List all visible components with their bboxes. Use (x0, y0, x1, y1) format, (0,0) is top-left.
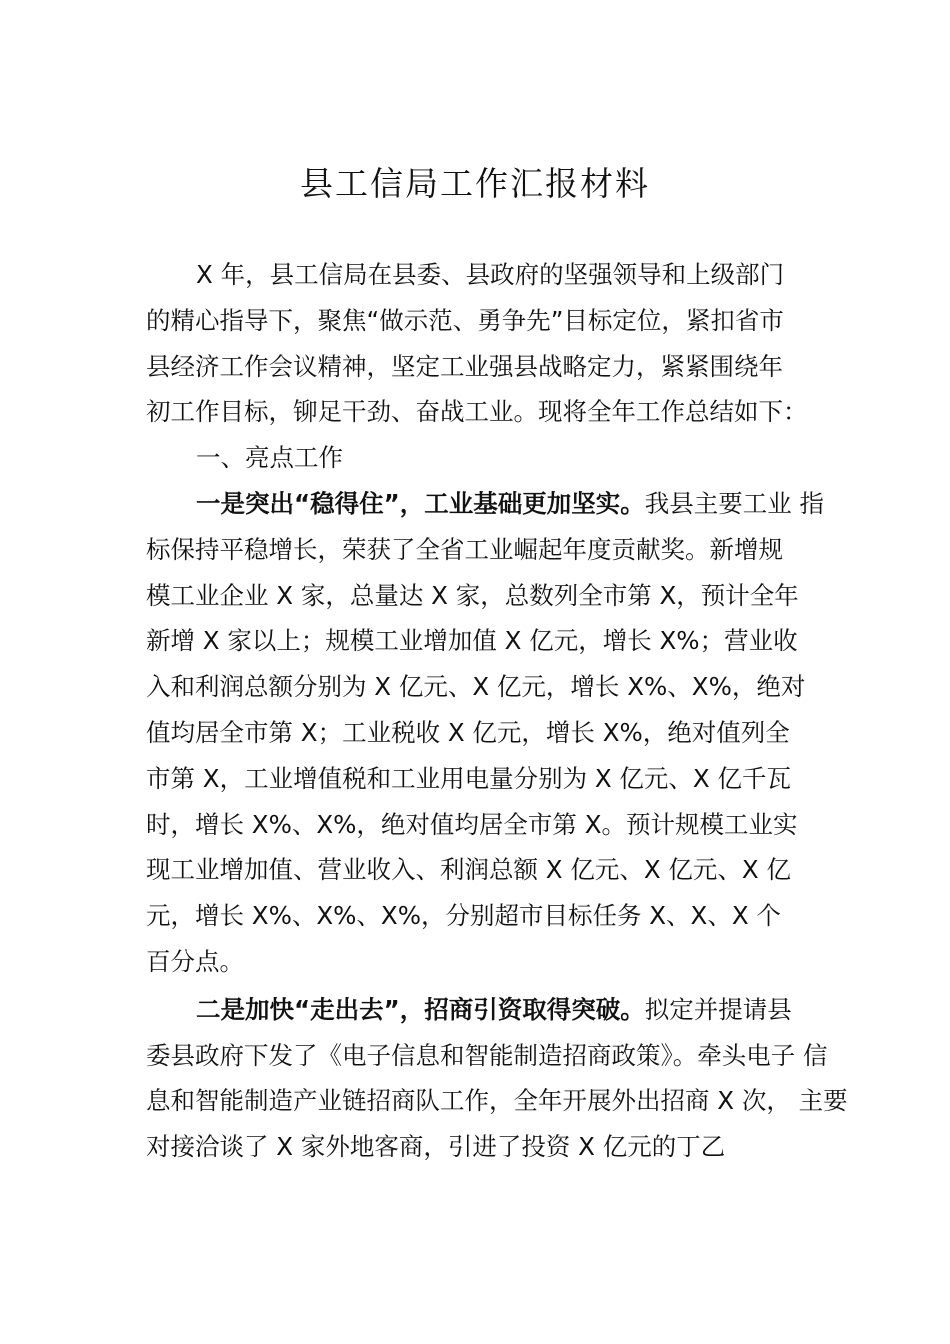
paragraph-line (146, 618, 836, 664)
paragraph-line (146, 252, 836, 298)
bold-lead: 一是突出“稳得住”，工业基础更加坚实。 (196, 488, 645, 518)
paragraph-line (146, 756, 836, 802)
line-text: 入和利润总额分别为 X 亿元、X 亿元，增长 X%、X%，绝对 (146, 672, 806, 702)
paragraph-line (146, 939, 836, 985)
paragraph-line (146, 893, 836, 939)
paragraph-line (146, 527, 836, 573)
line-text: 拟定并提请县 (644, 994, 792, 1024)
line-text: 对接洽谈了 X 家外地客商，引进了投资 X 亿元的丁乙 (146, 1132, 726, 1162)
bold-lead: 二是加快“走出去”，招商引资取得突破。 (196, 994, 645, 1024)
line-text: 新增 X 家以上；规模工业增加值 X 亿元，增长 X%；营业收 (146, 626, 798, 656)
paragraph-line (146, 389, 836, 435)
paragraph-line (146, 1033, 836, 1079)
document-title: 县工信局工作汇报材料 (300, 164, 650, 203)
line-text: 我县主要工业 指 (644, 488, 824, 518)
line-text: 元，增长 X%、X%、X%，分别超市目标任务 X、X、X 个 (146, 901, 781, 931)
line-text: 时，增长 X%、X%，绝对值均居全市第 X。预计规模工业实 (146, 809, 798, 839)
line-text: 一、亮点工作 (196, 443, 343, 473)
line-text: 初工作目标，铆足干劲、奋战工业。现将全年工作总结如下： (146, 397, 808, 427)
line-text: 市第 X，工业增值税和工业用电量分别为 X 亿元、X 亿千瓦 (146, 763, 792, 793)
paragraph-line (146, 1078, 848, 1124)
line-text: 息和智能制造产业链招商队工作，全年开展外出招商 X 次， 主要 (146, 1086, 848, 1116)
line-text: 委县政府下发了《电子信息和智能制造招商政策》。牵头电子 信 (146, 1040, 828, 1070)
paragraph-line (146, 987, 836, 1033)
line-text: 标保持平稳增长，荣获了全省工业崛起年度贡献奖。新增规 (146, 534, 783, 564)
line-text: 县经济工作会议精神，坚定工业强县战略定力，紧紧围绕年 (146, 351, 783, 381)
line-text: 的精心指导下，聚焦“做示范、勇争先”目标定位，紧扣省市 (146, 305, 784, 335)
paragraph-line (146, 1124, 836, 1170)
document-body (146, 252, 848, 1170)
paragraph-line (146, 481, 836, 527)
line-text: X 年，县工信局在县委、县政府的坚强领导和上级部门 (196, 260, 785, 289)
line-text: 现工业增加值、营业收入、利润总额 X 亿元、X 亿元、X 亿 (146, 855, 792, 885)
paragraph-line (146, 710, 836, 756)
paragraph-line (146, 664, 836, 710)
paragraph-line (146, 298, 836, 344)
section-heading (146, 435, 836, 481)
paragraph-line (146, 802, 836, 848)
line-text: 值均居全市第 X；工业税收 X 亿元，增长 X%，绝对值列全 (146, 717, 790, 747)
line-text: 模工业企业 X 家，总量达 X 家，总数列全市第 X，预计全年 (146, 580, 799, 610)
paragraph-line (146, 573, 836, 619)
paragraph-line (146, 344, 836, 390)
line-text: 百分点。 (146, 946, 244, 976)
paragraph-line (146, 847, 836, 893)
